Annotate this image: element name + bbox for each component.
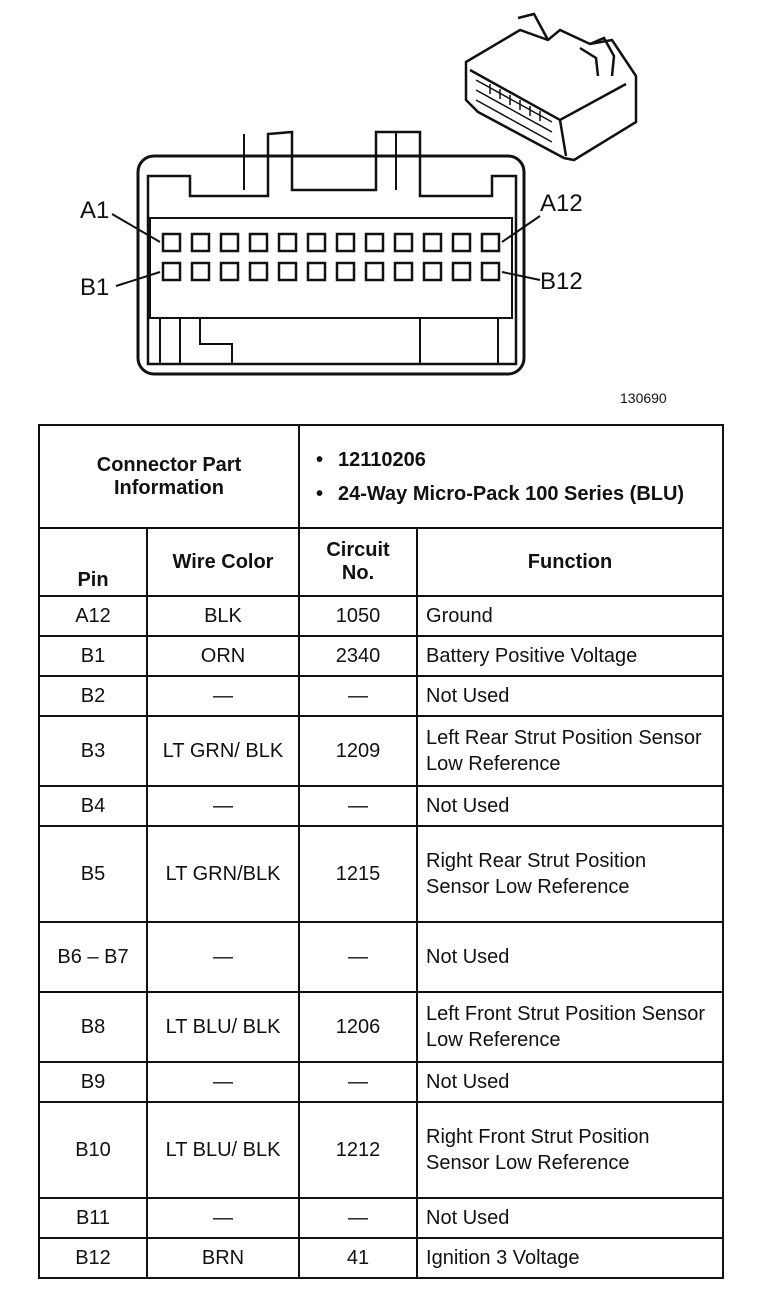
cavity-row-a [163, 234, 499, 251]
cell-pin: B11 [39, 1198, 147, 1238]
table-row [39, 636, 723, 676]
cell-wire-color: ORN [147, 636, 299, 676]
table-row [39, 826, 723, 922]
pin-label-b1: B1 [80, 274, 110, 301]
cell-wire-color: — [147, 1062, 299, 1102]
table-row [39, 1062, 723, 1102]
connector-diagram [0, 0, 768, 412]
connector-part-info-label: Connector Part Information [39, 425, 299, 528]
cell-pin: B4 [39, 786, 147, 826]
bullet-icon: • [316, 482, 324, 505]
cell-function: Battery Positive Voltage [417, 636, 723, 676]
cell-pin: B6 – B7 [39, 922, 147, 992]
table-row [39, 1198, 723, 1238]
cell-wire-color: BRN [147, 1238, 299, 1278]
cell-function: Not Used [417, 786, 723, 826]
cell-circuit: 1212 [299, 1102, 417, 1198]
column-header-row [39, 528, 723, 596]
info-item [316, 447, 714, 473]
cell-wire-color: LT GRN/BLK [147, 826, 299, 922]
cell-function: Left Front Strut Position Sensor Low Reference [417, 992, 723, 1062]
info-item [316, 481, 714, 507]
cell-function: Not Used [417, 1062, 723, 1102]
connector-part-info-items [299, 425, 723, 528]
table-header-block [39, 425, 723, 596]
connector-face [138, 132, 524, 374]
cell-wire-color: LT BLU/ BLK [147, 992, 299, 1062]
table-row [39, 676, 723, 716]
connector-info-row [39, 425, 723, 528]
cell-function: Not Used [417, 1198, 723, 1238]
cell-circuit: — [299, 676, 417, 716]
cell-wire-color: LT BLU/ BLK [147, 1102, 299, 1198]
cell-circuit: 1215 [299, 826, 417, 922]
cell-function: Right Rear Strut Position Sensor Low Reference [417, 826, 723, 922]
cell-circuit: 1206 [299, 992, 417, 1062]
connector-table [38, 424, 724, 1279]
cell-function: Ground [417, 596, 723, 636]
column-header-function: Function [417, 528, 723, 596]
connector-3d-sketch [466, 14, 636, 160]
cell-circuit: — [299, 922, 417, 992]
cell-pin: B1 [39, 636, 147, 676]
bullet-icon: • [316, 448, 324, 471]
table-row [39, 786, 723, 826]
cell-circuit: 41 [299, 1238, 417, 1278]
column-header-circuit-no: Circuit No. [299, 528, 417, 596]
table-row [39, 596, 723, 636]
cell-function: Left Rear Strut Position Sensor Low Reference [417, 716, 723, 786]
table-body [39, 596, 723, 1278]
cell-circuit: 2340 [299, 636, 417, 676]
cell-pin: B9 [39, 1062, 147, 1102]
pin-label-a1: A1 [80, 197, 110, 224]
cell-circuit: — [299, 786, 417, 826]
cell-wire-color: — [147, 1198, 299, 1238]
cell-pin: B8 [39, 992, 147, 1062]
cell-function: Right Front Strut Position Sensor Low Reference [417, 1102, 723, 1198]
table-row [39, 1102, 723, 1198]
cell-pin: B2 [39, 676, 147, 716]
part-number: 12110206 [338, 448, 426, 471]
cell-pin: B10 [39, 1102, 147, 1198]
cell-wire-color: BLK [147, 596, 299, 636]
cell-circuit: — [299, 1198, 417, 1238]
cell-circuit: — [299, 1062, 417, 1102]
cell-circuit: 1050 [299, 596, 417, 636]
cell-function: Not Used [417, 676, 723, 716]
cell-function: Not Used [417, 922, 723, 992]
table-row [39, 716, 723, 786]
connector-face-illustration [0, 0, 768, 412]
cell-wire-color: — [147, 676, 299, 716]
cell-pin: B3 [39, 716, 147, 786]
pin-label-b12: B12 [540, 268, 583, 295]
pin-label-a12: A12 [540, 190, 583, 217]
connector-description: 24-Way Micro-Pack 100 Series (BLU) [338, 482, 685, 505]
cell-wire-color: LT GRN/ BLK [147, 716, 299, 786]
cell-pin: A12 [39, 596, 147, 636]
figure-number: 130690 [620, 390, 667, 406]
cell-pin: B5 [39, 826, 147, 922]
cell-pin: B12 [39, 1238, 147, 1278]
cell-wire-color: — [147, 922, 299, 992]
cavity-row-b [163, 263, 499, 280]
cell-circuit: 1209 [299, 716, 417, 786]
cell-function: Ignition 3 Voltage [417, 1238, 723, 1278]
table-row [39, 992, 723, 1062]
column-header-pin: Pin [39, 528, 147, 596]
cell-wire-color: — [147, 786, 299, 826]
table-row [39, 922, 723, 992]
column-header-wire-color: Wire Color [147, 528, 299, 596]
table-row [39, 1238, 723, 1278]
